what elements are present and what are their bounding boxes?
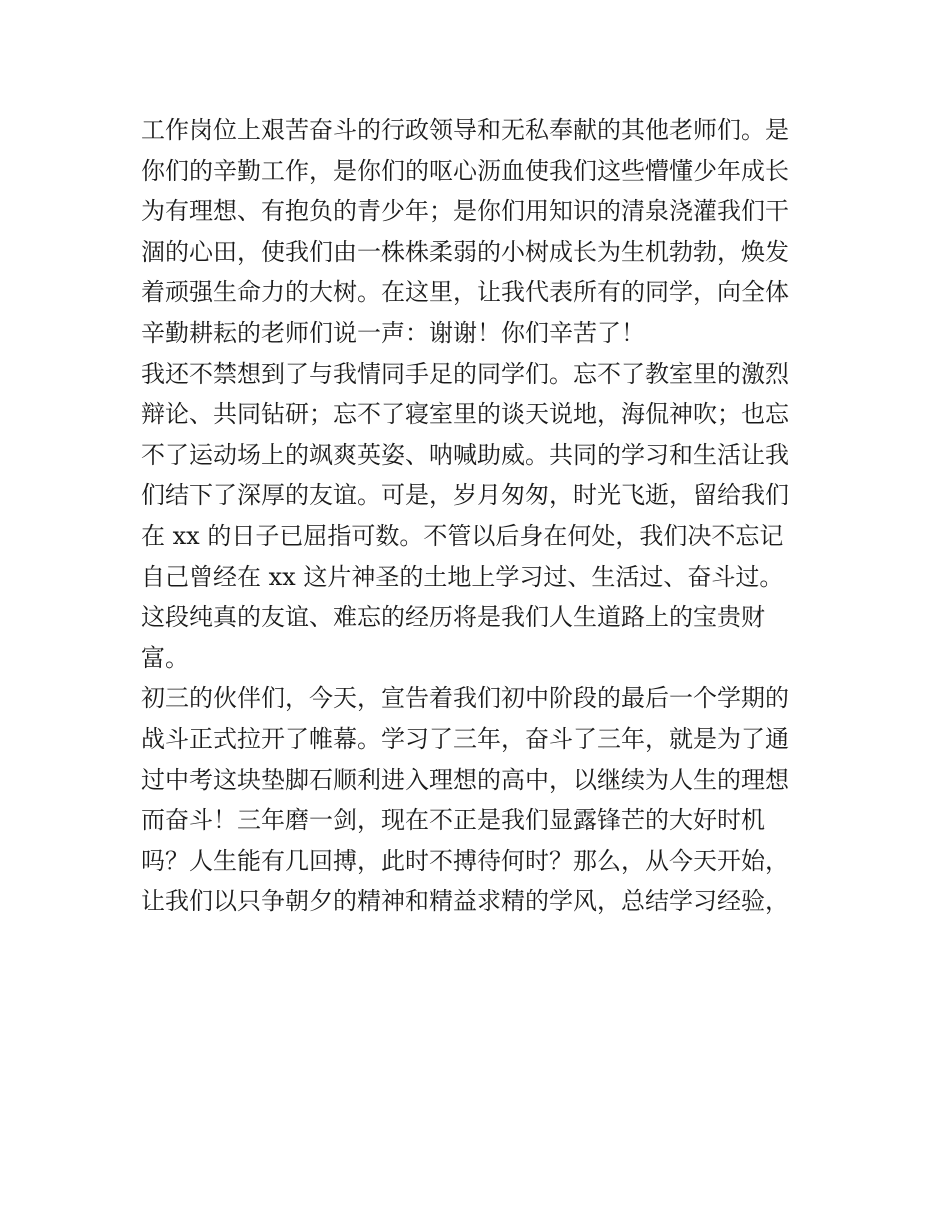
text-line: 工作岗位上艰苦奋斗的行政领导和无私奉献的其他老师们。是 bbox=[141, 116, 789, 144]
text-line: 而奋斗！三年磨一剑，现在不正是我们显露锋芒的大好时机 bbox=[141, 806, 765, 835]
text-line: 辛勤耕耘的老师们说一声：谢谢！你们辛苦了！ bbox=[141, 318, 645, 347]
text-line: 初三的伙伴们，今天，宣告着我们初中阶段的最后一个学期的 bbox=[141, 684, 789, 713]
text-line: 不了运动场上的飒爽英姿、呐喊助威。共同的学习和生活让我 bbox=[141, 440, 789, 469]
text-line: 在 xx 的日子已屈指可数。不管以后身在何处，我们决不忘记 bbox=[141, 521, 784, 550]
text-line: 过中考这块垫脚石顺利进入理想的高中，以继续为人生的理想 bbox=[141, 765, 789, 794]
text-line: 战斗正式拉开了帷幕。学习了三年，奋斗了三年，就是为了通 bbox=[141, 724, 789, 753]
text-line: 这段纯真的友谊、难忘的经历将是我们人生道路上的宝贵财 bbox=[141, 603, 765, 632]
text-line: 着顽强生命力的大树。在这里，让我代表所有的同学，向全体 bbox=[141, 278, 789, 307]
text-line: 你们的辛勤工作，是你们的呕心沥血使我们这些懵懂少年成长 bbox=[141, 156, 789, 185]
text-line: 让我们以只争朝夕的精神和精益求精的学风，总结学习经验， bbox=[141, 887, 789, 916]
text-line: 为有理想、有抱负的青少年；是你们用知识的清泉浇灌我们干 bbox=[141, 197, 789, 226]
text-line: 自己曾经在 xx 这片神圣的土地上学习过、生活过、奋斗过。 bbox=[141, 562, 784, 591]
document-body bbox=[141, 110, 821, 922]
text-line: 们结下了深厚的友谊。可是，岁月匆匆，时光飞逝，留给我们 bbox=[141, 481, 789, 510]
text-line: 富。 bbox=[141, 643, 189, 672]
text-line: 涸的心田，使我们由一株株柔弱的小树成长为生机勃勃，焕发 bbox=[141, 237, 789, 266]
text-line: 我还不禁想到了与我情同手足的同学们。忘不了教室里的激烈 bbox=[141, 359, 789, 388]
text-line: 吗？人生能有几回搏，此时不搏待何时？那么，从今天开始， bbox=[141, 846, 789, 875]
text-line: 辩论、共同钻研；忘不了寝室里的谈天说地，海侃神吹；也忘 bbox=[141, 400, 789, 429]
